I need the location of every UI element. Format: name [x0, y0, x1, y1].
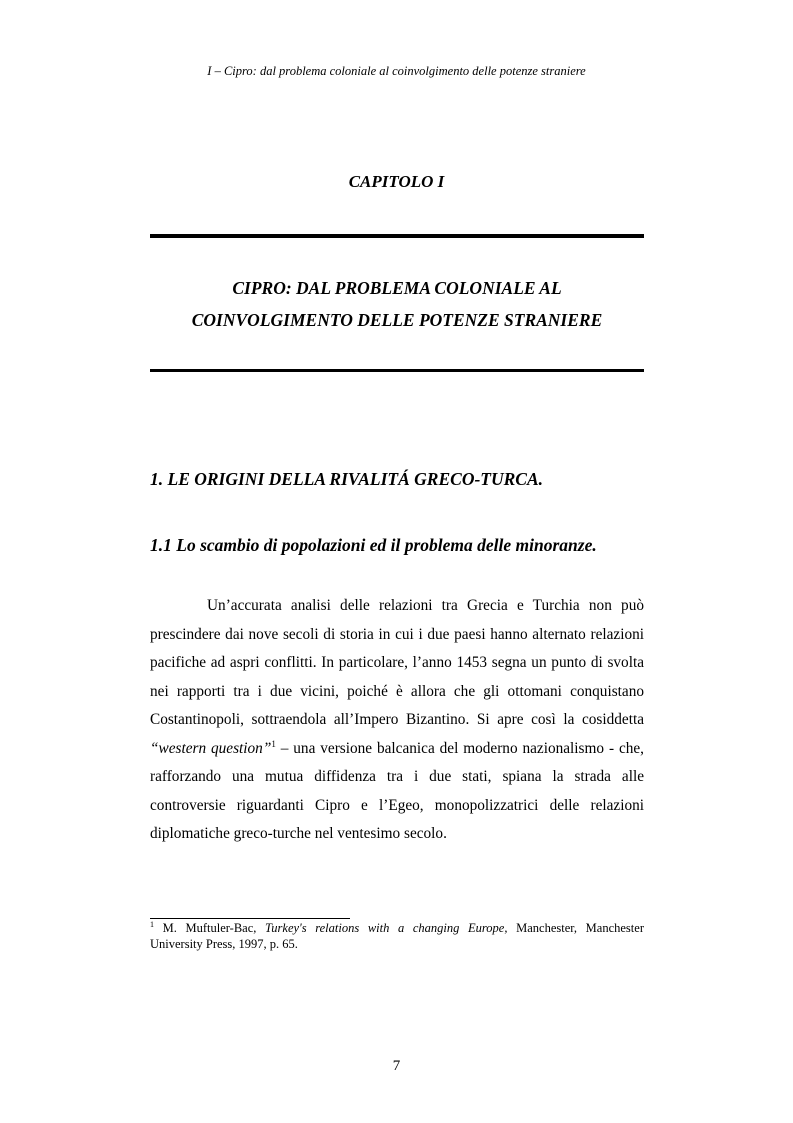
subsection-heading: 1.1 Lo scambio di popolazioni ed il problema delle minoranze.: [150, 535, 597, 555]
footnote-marker: 1: [150, 919, 154, 929]
footnote-reference: 1: [271, 738, 276, 749]
chapter-title: [150, 272, 644, 336]
chapter-title-line-2: COINVOLGIMENTO DELLE POTENZE STRANIERE: [191, 310, 603, 330]
chapter-label: CAPITOLO I: [348, 172, 445, 191]
body-text-part-1: Un’accurata analisi delle relazioni tra Grecia e Turchia non può prescindere dai nove secoli di storia in cui i due paesi hanno alternato relazioni pacifiche ad aspri conflitti. In particolare, l’anno 1453 segna un punto di svolta nei rapporti tra i due vicini, poiché è allora che gli ottomani conquistano Costantinopoli, sottraendola all’Impero Bizantino. Si apre così la cosiddetta: [150, 597, 644, 728]
footnote-title: Turkey's relations with a changing Europe,: [265, 921, 508, 935]
footnote-separator: [150, 918, 350, 919]
page-number: 7: [392, 1058, 401, 1074]
body-emphasis: “western question”: [150, 739, 272, 757]
chapter-rule-bottom: [150, 369, 644, 372]
section-heading: 1. LE ORIGINI DELLA RIVALITÁ GRECO-TURCA.: [150, 469, 544, 489]
footnote: [150, 920, 644, 952]
running-header: I – Cipro: dal problema coloniale al coinvolgimento delle potenze straniere: [207, 64, 586, 78]
footnote-publication: Manchester, Manchester University Press, 1997, p. 65.: [150, 921, 644, 951]
chapter-rule-top: [150, 234, 644, 238]
body-paragraph: [150, 592, 644, 849]
body-text-part-2: – una versione balcanica del moderno nazionalismo - che, rafforzando una mutua diffidenza tra i due stati, spiana la strada alle controversie riguardanti Cipro e l’Egeo, monopolizzatrici delle relazioni diplomatiche greco-turche nel ventesimo secolo.: [150, 739, 644, 842]
footnote-author: M. Muftuler-Bac,: [154, 921, 266, 935]
chapter-title-line-1: CIPRO: DAL PROBLEMA COLONIALE AL: [232, 278, 562, 298]
